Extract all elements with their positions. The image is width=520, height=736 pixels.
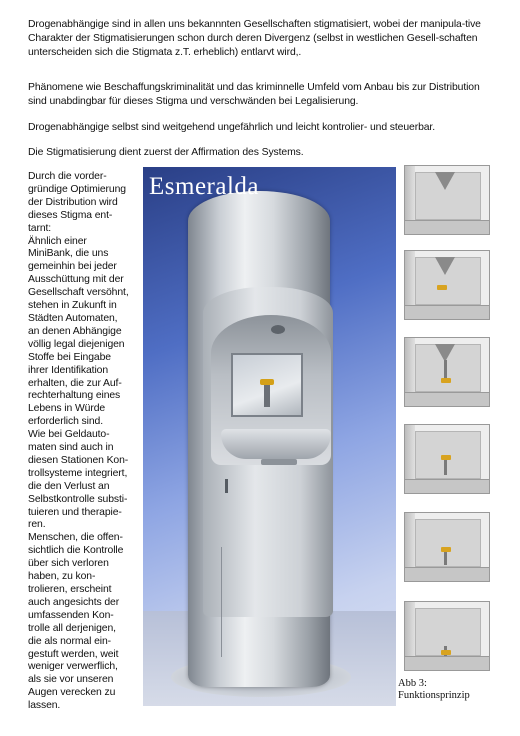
step-back-wall [415,519,481,567]
dispensed-item-icon [441,378,451,383]
dispenser-stem-icon [444,360,447,380]
dispensed-item-icon [441,650,451,655]
kiosk-door [221,547,222,657]
dispensed-item-icon [437,285,447,290]
phenomena-paragraph: Phänomene wie Beschaffungskriminalität und das kriminnelle Umfeld vom Anbau bis zur Distribution sind unabdingbar für dieses Stigma und verschwänden bei Legalisierung. [28,82,480,107]
function-step-6 [404,601,490,671]
dispenser-stem-icon [444,551,447,565]
card-slot [261,459,297,465]
step-floor [405,479,489,493]
step-floor [405,220,489,234]
camera-icon [271,325,285,334]
photo-title: Esmeralda [149,173,260,200]
step-back-wall [415,608,481,656]
function-step-5 [404,512,490,582]
affirmation-paragraph: Die Stigmatisierung dient zuerst der Affirmation des Systems. [28,147,304,158]
intro-paragraph: Drogenabhängige sind in allen uns bekannnten Gesellschaften stigmatisiert, wobei der manipula-tive Charakter der Stigmatisierungen schon durch deren Divergenz (selbst in westlichen Gesell-schaften unterscheiden sich die Stigmata z.T. erheblich) entlarvt wird,. [28,19,481,58]
kiosk-photo [143,167,396,706]
step-floor [405,305,489,319]
dispenser-stem [264,383,270,407]
function-step-2 [404,250,490,320]
door-handle [225,479,228,493]
step-floor [405,567,489,581]
function-step-3 [404,337,490,407]
dispensed-item-icon [441,547,451,552]
step-floor [405,392,489,406]
side-column-text: Durch die vorder- gründige Optimierung der Distribution wird dieses Stigma ent- tarnt: Ähnlich einer MiniBank, die uns gemeinhin bei jeder Ausschüttung mit der Gesellschaft versöhnt, stehen in Zukunft in Städten Automaten, an denen Abhängige völlig legal diejenigen Stoffe bei Eingabe ihrer Identifikation erhalten, die zur Auf- rechterhaltung eines Lebens in Würde erforderlich sind. Wie bei Geldauto- maten sind auch in diesen Stationen Kon- trollsysteme integriert, die den Verlust an Selbstkontrolle substi- tuieren und therapie- ren. Menschen, die offen- sichtlich die Kontrolle über sich verloren haben, zu kon- trolieren, erscheint auch angesichts der umfassenden Kon- trolle all derjenigen, die als normal ein- gestuft werden, weit weniger verwerflich, als sie vor unseren Augen verecken zu lassen. [28,171,129,712]
dispensed-item [260,379,274,385]
dispensed-item-icon [441,455,451,460]
function-step-1 [404,165,490,235]
kiosk-tray [221,429,331,459]
funnel-icon [435,172,455,190]
function-step-4 [404,424,490,494]
funnel-icon [435,257,455,275]
step-floor [405,656,489,670]
figure-caption: Abb 3: Funktionsprinzip [398,678,470,701]
addicts-paragraph: Drogenabhängige selbst sind weitgehend ungefährlich und leicht kontrolier- und steuerbar. [28,122,435,133]
